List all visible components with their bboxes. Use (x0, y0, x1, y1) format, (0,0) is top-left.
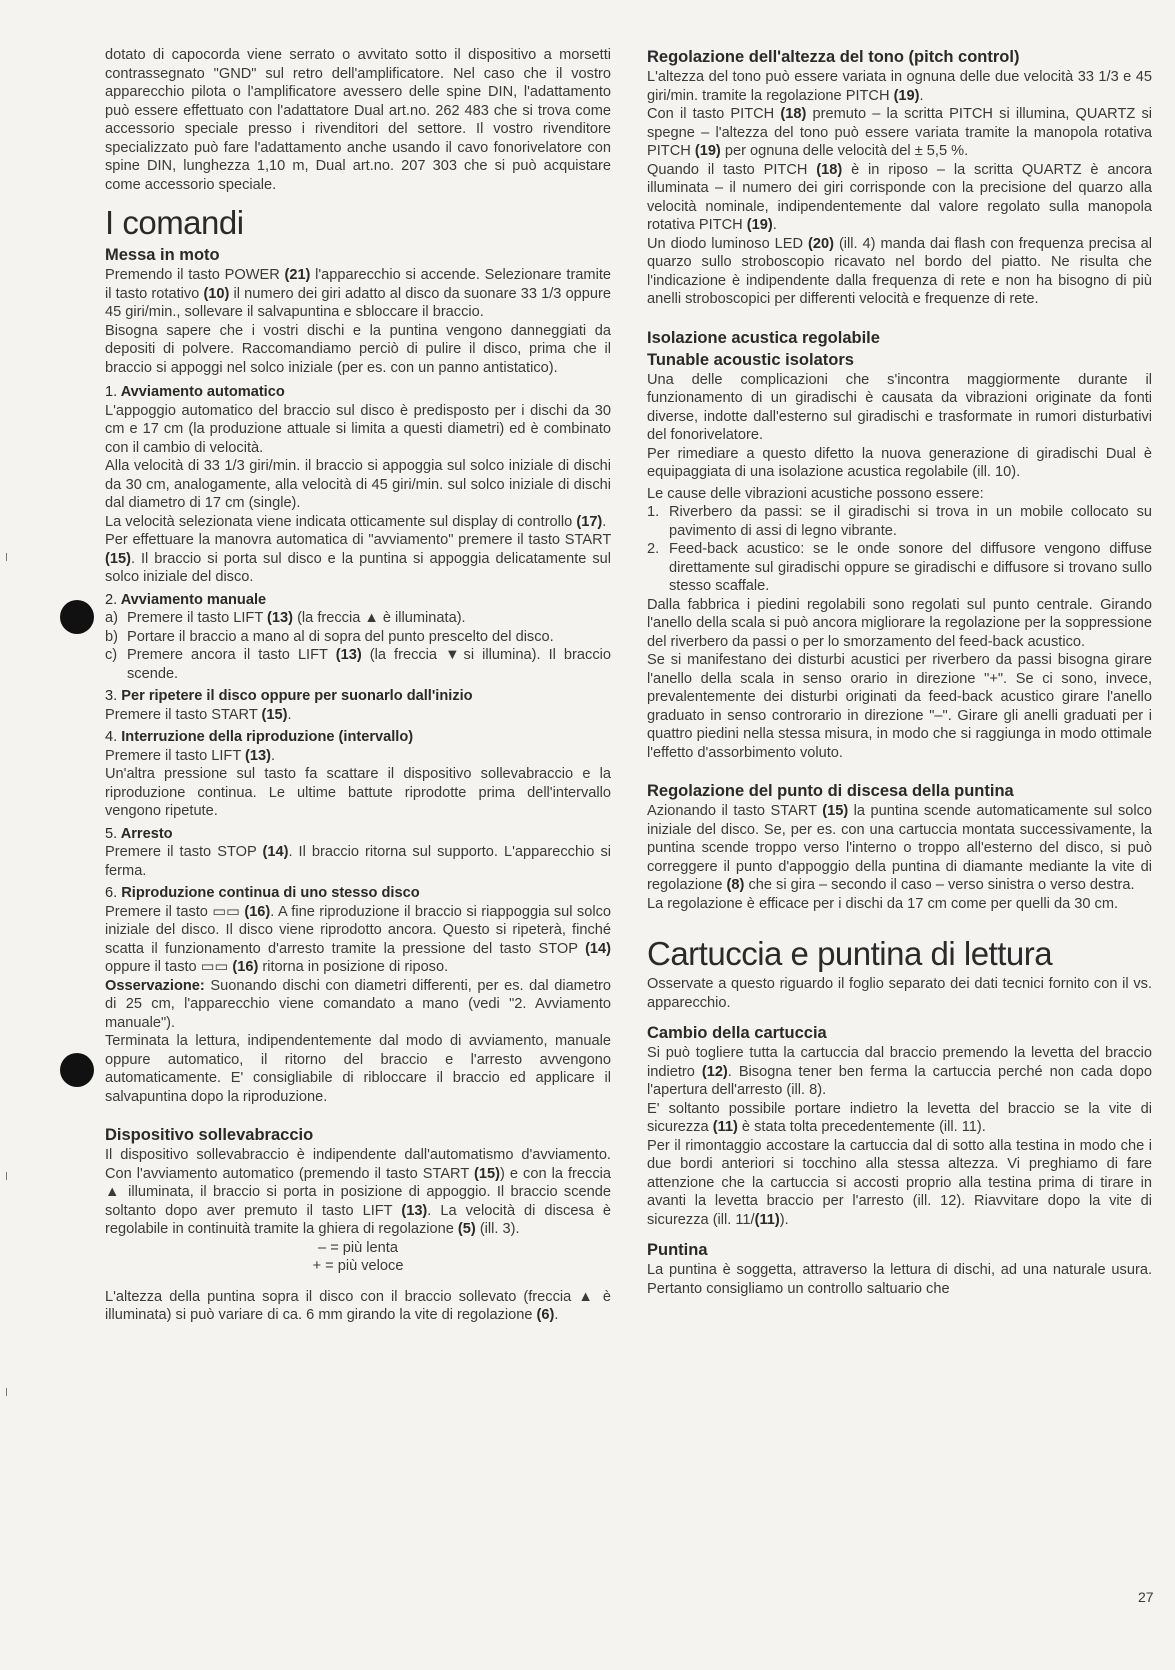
paragraph: Il dispositivo sollevabraccio è indipendente dall'automatismo d'avviamento. Con l'avviamento automatico (premendo il tasto START (15)) e con la freccia ▲ illuminata, il braccio si porta in posizione di appoggio. Il braccio scende soltanto dopo aver premuto il tasto LIFT (13). La velocità di discesa è regolabile in continuità tramite la ghiera di regolazione (5) (ill. 3). (105, 1147, 611, 1237)
list-item: 2. Feed-back acustico: se le onde sonore del diffusore vengono diffuse direttamente sul giradischi oppure se giradischi e diffusore si trovano sullo stesso scaffale. (647, 541, 1152, 594)
list-item: a) Premere il tasto LIFT (13) (la freccia ▲ è illuminata). (105, 610, 466, 626)
paragraph: Per effettuare la manovra automatica di "avviamento" premere il tasto START (15). Il braccio si porta sul disco e la puntina si appoggia delicatamente sul solco iniziale del disco. (105, 532, 611, 585)
step-heading: 3. Per ripetere il disco oppure per suonarlo dall'inizio (105, 688, 473, 704)
paragraph: Un diodo luminoso LED (20) (ill. 4) manda dai flash con frequenza precisa al quarzo sullo stroboscopio ricavato nel bordo del piatto. Ne risulta che l'indicazione è indipendente dalla frequenza di rete e non ha bisogno di più anelli stroboscopici per differenti velocità e frequenze di rete. (647, 235, 1152, 307)
step-heading: 2. Avviamento manuale (105, 591, 267, 608)
step-heading: 1. Avviamento automatico (105, 384, 285, 400)
section-title: Cartuccia e puntina di lettura (647, 935, 1053, 972)
paragraph: Osservazione: Suonando dischi con diametri differenti, per es. dal diametro di 25 cm, l'apparecchio viene comandato a mano (vedi "2. Avviamento manuale"). (105, 977, 611, 1031)
paragraph: La puntina è soggetta, attraverso la lettura di dischi, ad una naturale usura. Pertanto consigliamo un controllo saltuario che (647, 1262, 1152, 1297)
margin-tick (6, 553, 7, 561)
step-heading: 6. Riproduzione continua di uno stesso disco (105, 885, 420, 901)
paragraph: Premere il tasto ▭▭ (16). A fine riproduzione il braccio si riappoggia sul solco iniziale del disco. Il disco viene riprodotto ancora. Questo si ripeterà, finché scatta il funzionamento d'arresto tramite la pressione del tasto STOP (14) oppure il tasto ▭▭ (16) ritorna in posizione di riposo. (105, 903, 612, 975)
subsection-title: Cambio della cartuccia (647, 1024, 827, 1042)
paragraph: Una delle complicazioni che s'incontra maggiormente durante il funzionamento di un giradischi è causata da vibrazioni originate da fonti diverse, indotte dall'esterno sul giradischi e trasformate in rumori disturbativi del fonorivelatore. (647, 371, 1152, 443)
paragraph: Dalla fabbrica i piedini regolabili sono regolati sul punto centrale. Girando l'anello della scala si può ancora migliorare la regolazione per la soppressione del riverbero da passi o per lo smorzamento del feed-back acustico. (647, 596, 1152, 650)
paragraph: E' soltanto possibile portare indietro la levetta del braccio se la vite di sicurezza (11) è stata tolta precedentemente (ill. 11). (647, 1100, 1152, 1135)
paragraph: L'altezza della puntina sopra il disco con il braccio sollevato (freccia ▲ è illuminata) si può variare di ca. 6 mm girando la vite di regolazione (6). (105, 1288, 611, 1323)
paragraph: Terminata la lettura, indipendentemente dal modo di avviamento, manuale oppure automatico, il ritorno del braccio e l'arresto avvengono automaticamente. E' consigliabile di ribloccare il braccio ed applicare il salvapuntina dopo la riproduzione. (105, 1033, 611, 1105)
paragraph: L'appoggio automatico del braccio sul disco è predisposto per i dischi da 30 cm e 17 cm (la produzione attuale si limita a questi diametri) ed è combinato con il cambio di velocità. (105, 402, 611, 456)
paragraph: Osservate a questo riguardo il foglio separato dei dati tecnici fornito con il vs. apparecchio. (647, 976, 1152, 1011)
legend-minus: – = più lenta (318, 1239, 398, 1256)
legend-plus: + = più veloce (312, 1258, 404, 1274)
margin-bullet-2 (60, 1053, 94, 1087)
paragraph: Le cause delle vibrazioni acustiche possono essere: (647, 485, 984, 502)
paragraph: Si può togliere tutta la cartuccia dal braccio premendo la levetta del braccio indietro (12). Bisogna tener ben ferma la cartuccia perché non cada dopo l'apertura dell'arresto (ill. 8). (647, 1045, 1152, 1098)
step-heading: 4. Interruzione della riproduzione (intervallo) (105, 729, 414, 745)
subsection-title: Dispositivo sollevabraccio (105, 1126, 314, 1144)
paragraph: Se si manifestano dei disturbi acustici per riverbero da passi bisogna girare l'anello della scala in senso orario in direzione "+". Se ci sono, invece, prevalentemente dei disturbi originati da feed-back acustico girare l'anello graduato in senso controrario in direzione "–". Girare gli anelli graduati per i quattro piedini nella stessa misura, in modo che si raggiunga in modo ottimale l'effetto d'assorbimento voluto. (647, 652, 1152, 761)
list-item: 1. Riverbero da passi: se il giradischi si trova in un mobile collocato su pavimento di assi di legno vibrante. (647, 504, 1152, 539)
paragraph: L'altezza del tono può essere variata in ognuna delle due velocità 33 1/3 e 45 giri/min. tramite la regolazione PITCH (19). (647, 69, 1152, 104)
page-number: 27 (1138, 1589, 1154, 1605)
paragraph: Per il rimontaggio accostare la cartuccia dal di sotto alla testina in modo che i due bordi anteriori si tocchino alla stessa altezza. Vi preghiamo di fare attenzione che la cartuccia si accosti proprio alla testina prima di tirare in avanti la levetta braccio per l'arresto (ill. 12). Riavvitare dopo la vite di sicurezza (ill. 11/(11)). (647, 1137, 1152, 1228)
list-item: c) Premere ancora il tasto LIFT (13) (la freccia ▼si illumina). Il braccio scende. (105, 647, 611, 682)
paragraph: Premere il tasto LIFT (13). (105, 747, 276, 764)
paragraph: Con il tasto PITCH (18) premuto – la scritta PITCH si illumina, QUARTZ si spegne – l'altezza del tono può essere variata tramite la manopola rotativa PITCH (19) per ognuna delle velocità del ± 5,5 %. (647, 106, 1153, 159)
paragraph: Bisogna sapere che i vostri dischi e la puntina vengono danneggiati da depositi di polvere. Raccomandiamo perciò di pulire il disco, prima che il braccio si appoggi nel solco iniziale (per es. con un panno antistatico). (105, 322, 611, 376)
subsection-title: Messa in moto (105, 246, 220, 264)
paragraph: dotato di capocorda viene serrato o avvitato sotto il dispositivo a morsetti contrassegnato "GND" sul retro dell'amplificatore. Nel caso che il vostro apparecchio pilota o l'amplificatore avessero delle spine DIN, l'adattamento può essere effettuato con l'adattatore Dual art.no. 262 483 che si trova come accessorio speciale presso i rivenditori del settore. Il vostro rivenditore specializzato può fare l'adattamento anche usando il cavo fonorivelatore con spine DIN, lunghezza 1,10 m, Dual art.no. 207 303 che si può acquistare come accessorio speciale. (105, 47, 611, 193)
subsection-title: Regolazione del punto di discesa della puntina (647, 782, 1014, 800)
margin-bullet-1 (60, 600, 94, 634)
margin-tick (6, 1172, 7, 1180)
paragraph: Un'altra pressione sul tasto fa scattare il dispositivo sollevabraccio e la riproduzione continua. Le ultime battute riprodotte prima dell'intervallo vengono ripetute. (105, 766, 611, 819)
list-item: b) Portare il braccio a mano al di sopra del punto prescelto del disco. (105, 628, 554, 645)
subsection-title: Regolazione dell'altezza del tono (pitch control) (647, 48, 1020, 66)
paragraph: Premere il tasto STOP (14). Il braccio ritorna sul supporto. L'apparecchio si ferma. (105, 844, 612, 879)
step-heading: 5. Arresto (105, 825, 173, 842)
paragraph: Azionando il tasto START (15) la puntina scende automaticamente sul solco iniziale del disco. Se, per es. con una cartuccia montata successivamente, la puntina scende troppo verso l'interno o troppo all'esterno del disco, si può correggere il punto d'appoggio della puntina di diamante mediante la vite di regolazione (8) che si gira – secondo il caso – verso sinistra o verso destra. (647, 803, 1153, 893)
paragraph: Per rimediare a questo difetto la nuova generazione di giradischi Dual è equipaggiata di una isolazione acustica regolabile (ill. 10). (647, 445, 1152, 480)
section-title: I comandi (105, 204, 244, 241)
subsection-title: Isolazione acustica regolabile (647, 328, 880, 347)
margin-tick (6, 1388, 7, 1396)
subsection-title: Puntina (647, 1241, 708, 1259)
subsection-title: Tunable acoustic isolators (647, 350, 854, 369)
right-column (647, 46, 1152, 1298)
left-column (105, 46, 611, 1325)
paragraph: La velocità selezionata viene indicata otticamente sul display di controllo (17). (105, 513, 607, 530)
paragraph: Premere il tasto START (15). (105, 706, 292, 723)
paragraph: Quando il tasto PITCH (18) è in riposo – la scritta QUARTZ è ancora illuminata – il numero dei giri corrisponde con la precisione del quarzo alla velocità nominale, indipendentemente dal valore regolato sulla manopola rotativa PITCH (19). (647, 161, 1152, 233)
paragraph: Premendo il tasto POWER (21) l'apparecchio si accende. Selezionare tramite il tasto rotativo (10) il numero dei giri adatto al disco da suonare 33 1/3 oppure 45 giri/min., sollevare il salvapuntina e sbloccare il braccio. (105, 267, 612, 320)
paragraph: Alla velocità di 33 1/3 giri/min. il braccio si appoggia sul solco iniziale di dischi da 30 cm, analogamente, alla velocità di 45 giri/min. sul solco iniziale di dischi dal diametro di 17 cm (single). (105, 458, 611, 511)
paragraph: La regolazione è efficace per i dischi da 17 cm come per quelli da 30 cm. (647, 895, 1119, 912)
